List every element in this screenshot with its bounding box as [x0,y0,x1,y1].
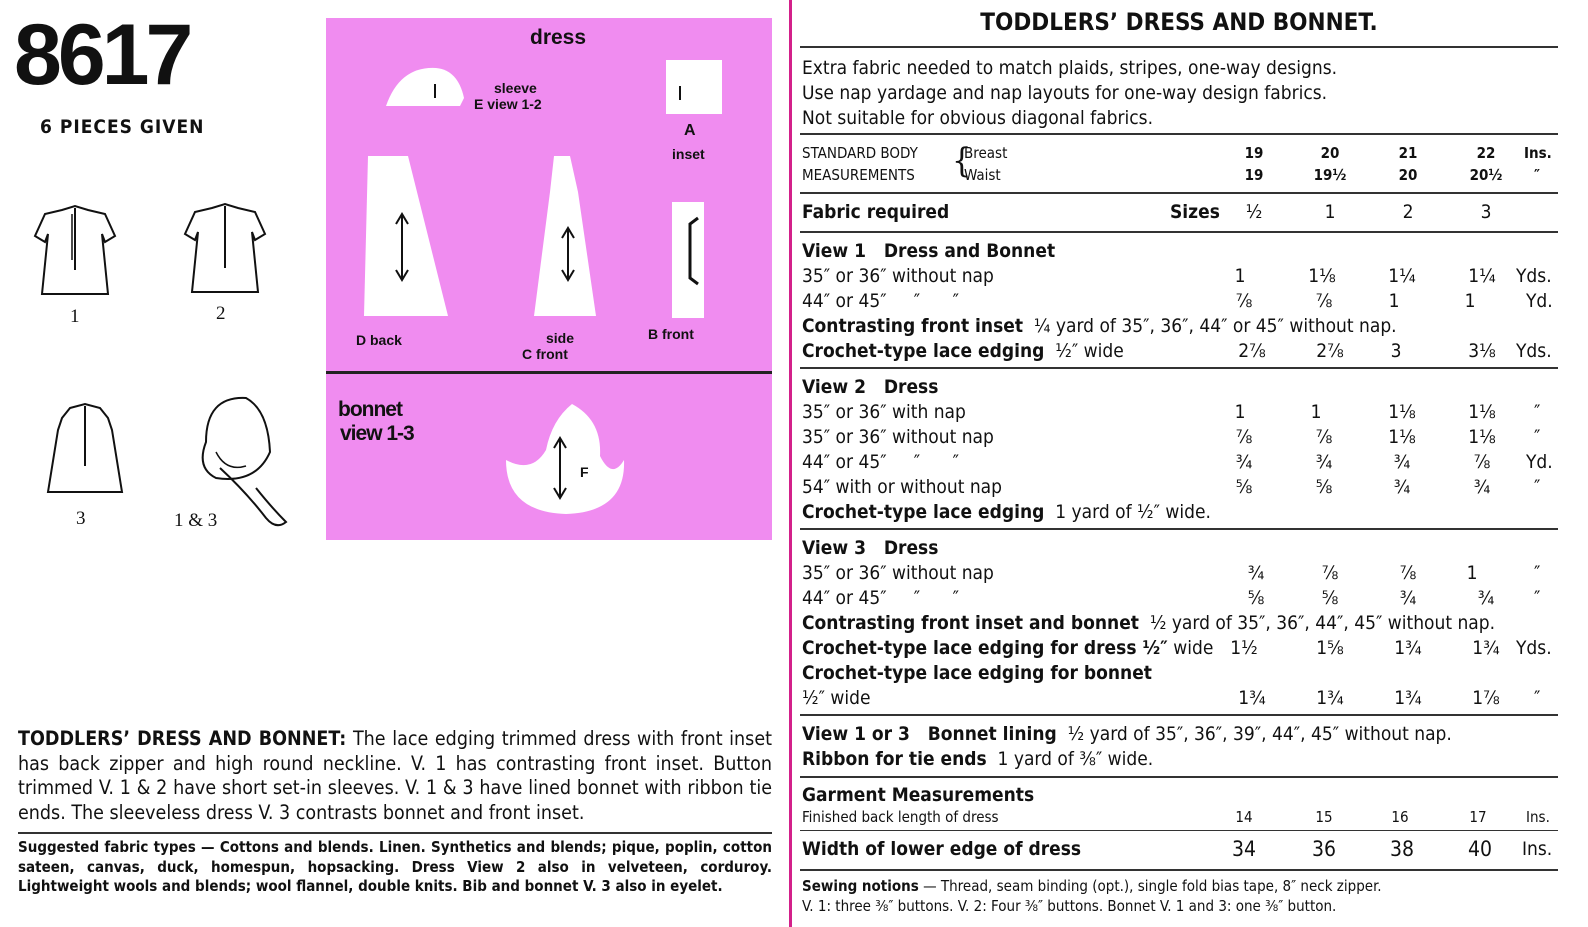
rule-view1 [800,367,1558,369]
bonnet-view-label: view 1-3 [340,422,414,445]
side-label: side [546,330,575,346]
notions-text2: V. 1: three ⅜″ buttons. V. 2: Four ⅜″ buttons. Bonnet V. 1 and 3: one ⅜″ button. [802,897,1337,915]
back-length-1: 14 [1235,808,1253,826]
rule-bonnet [800,776,1558,778]
breast-2: 20 [1320,144,1340,162]
view1-row2-v4: 1 [1464,290,1476,312]
view1-lace-v1: 2⅞ [1238,340,1266,362]
description-text: The lace edging trimmed dress with front inset has back zipper and high round neckline. V. 1 has contrasting front inset. Button trimmed V. 1 & 2 have short set-in sleeves. V. 1 & 3 have lined bonnet with ribbon tie ends. The sleeveless dress V. 3 contrasts bonnet and front inset. [18,727,772,824]
bonnet-piece-letter: F [580,464,589,480]
notions-text1: — Thread, seam binding (opt.), single fold bias tape, 8″ neck zipper. [923,877,1382,895]
bonnet-pieces-title: bonnet [338,398,402,421]
width-3: 38 [1389,837,1415,861]
width-4: 40 [1467,837,1493,861]
body-label-2: MEASUREMENTS [802,166,915,184]
description-rule [18,832,772,834]
view3-inset-label: Contrasting front inset and bonnet [802,612,1139,634]
view3-row1-v4: 1 [1466,562,1478,584]
view3-lace-bonnet-label: Crochet-type lace edging for bonnet [802,662,1152,684]
inset-label: inset [672,146,705,162]
suggested-text: — Cottons and blends. Linen. Synthetics and blends; pique, poplin, cotton sateen, canvas, duck, homespun, hopsacking. Dress View 2 also in velveteen, corduroy. Lightweight wools and blends; wool flannel, double knits. Bib and bonnet V. 3 also in eyelet. [18,838,772,895]
body-label-1: STANDARD BODY [802,144,918,162]
inset-piece [662,56,726,120]
note-3: Not suitable for obvious diagonal fabrics. [802,107,1154,129]
size-3: 2 [1402,201,1414,223]
view3-row2-v4: ¾ [1477,587,1495,609]
view2-row2-unit: ″ [1534,426,1541,448]
view1-row1-v3: 1¼ [1388,265,1416,287]
view2-row1-v4: 1⅛ [1468,401,1496,423]
front-label: B front [648,326,694,342]
view3-row1-v2: ⅞ [1321,562,1339,584]
sizes-label: Sizes [1170,201,1220,223]
view1-inset-label: Contrasting front inset [802,315,1024,337]
view1-lace [802,340,1124,362]
view3-lace-dress-text: wide [1173,637,1214,659]
view1-row2-unit: Yd. [1526,290,1553,312]
view3-lace-dress-label: Crochet-type lace edging for dress ½″ [802,637,1168,659]
view3-row2-label: 44″ or 45″ ″ ″ [802,587,960,609]
view3-lace-bonnet-v4: 1⅞ [1472,687,1500,709]
view1-row1-v4: 1¼ [1468,265,1496,287]
rule-sizes [800,231,1558,233]
note-1: Extra fabric needed to match plaids, stripes, one-way designs. [802,57,1338,79]
width-1: 34 [1231,837,1257,861]
view3-lace-bonnet-v3: 1¾ [1394,687,1422,709]
dress-view1-sketch [30,200,120,300]
view2-lace-label: Crochet-type lace edging [802,501,1045,523]
figure-label-2: 2 [216,303,226,324]
view2-row3-v2: ¾ [1315,451,1333,473]
waist-1: 19 [1244,166,1264,184]
view1-row2-v3: 1 [1388,290,1400,312]
waist-2: 19½ [1313,166,1347,184]
view1-lace-v4: 3⅛ [1468,340,1496,362]
inset-letter: A [684,122,696,139]
figure-label-3: 3 [76,508,86,529]
view2-row4-v4: ¾ [1473,476,1491,498]
body-unit-2: ″ [1534,166,1541,184]
view1-row2-v2: ⅞ [1315,290,1333,312]
size-1: ½ [1245,201,1263,223]
view3-lace-dress [802,637,1213,659]
view3-lace-dress-v2: 1⅝ [1316,637,1344,659]
description-title: TODDLERS’ DRESS AND BONNET: [18,727,347,750]
breast-label: Breast [964,144,1008,162]
waist-3: 20 [1398,166,1418,184]
bonnet-lining-text: ½ yard of 35″, 36″, 39″, 44″, 45″ without nap. [1067,723,1452,745]
pattern-description [18,727,772,825]
brace: { [952,141,972,181]
view2-row2-label: 35″ or 36″ without nap [802,426,994,448]
bonnet-lining [802,723,1452,745]
back-length-4: 17 [1469,808,1487,826]
pattern-pieces-panel [326,18,772,540]
sleeve-label: sleeve [494,80,537,96]
width-unit: Ins. [1522,838,1553,860]
view2-lace-text: 1 yard of ½″ wide. [1055,501,1211,523]
view2-row4-unit: ″ [1534,476,1541,498]
ribbon-label: Ribbon for tie ends [802,748,987,770]
view2-lace [802,501,1211,523]
view3-lace-dress-v3: 1¾ [1394,637,1422,659]
view2-row2-v1: ⅞ [1235,426,1253,448]
front-piece [668,198,708,322]
rule-view2 [800,528,1558,530]
view2-title: View 2 Dress [802,376,939,398]
view2-row4-v1: ⅝ [1235,476,1253,498]
view1-lace-v2: 2⅞ [1316,340,1344,362]
view3-lace-dress-unit: Yds. [1516,637,1552,659]
view3-lace-bonnet-v1: 1¾ [1238,687,1266,709]
view3-row2-v3: ¾ [1399,587,1417,609]
view2-row2-v4: 1⅛ [1468,426,1496,448]
breast-1: 19 [1244,144,1264,162]
view3-row1-v1: ¾ [1247,562,1265,584]
view1-inset-text: ¼ yard of 35″, 36″, 44″ or 45″ without nap. [1033,315,1397,337]
yardage-chart [800,0,1560,927]
view2-row4-v2: ⅝ [1315,476,1333,498]
width-label: Width of lower edge of dress [802,838,1082,860]
ribbon [802,748,1153,770]
back-length-label: Finished back length of dress [802,808,999,826]
notions-title: Sewing notions [802,877,919,895]
note-2: Use nap yardage and nap layouts for one-way design fabrics. [802,82,1328,104]
side-front-label: C front [522,346,568,362]
rule-body [800,192,1558,194]
view2-row4-label: 54″ with or without nap [802,476,1003,498]
chart-title: TODDLERS’ DRESS AND BONNET. [980,8,1378,36]
bonnet-lining-label: View 1 or 3 Bonnet lining [802,723,1057,745]
view2-row3-unit: Yd. [1526,451,1553,473]
envelope-front [0,0,792,927]
fabric-required-label: Fabric required [802,201,950,223]
view2-row1-label: 35″ or 36″ with nap [802,401,966,423]
suggested-fabrics [18,838,772,897]
view3-lace-bonnet-text: ½″ wide [802,687,871,709]
view2-row1-v3: 1⅛ [1388,401,1416,423]
width-2: 36 [1311,837,1337,861]
rule-title [800,46,1558,48]
pattern-number: 8617 [14,7,190,103]
bonnet-piece [502,400,628,518]
view1-row1-v2: 1⅛ [1308,265,1336,287]
view3-row2-v2: ⅝ [1321,587,1339,609]
pieces-divider [326,371,772,374]
figure-label-1-and-3: 1 & 3 [174,510,218,531]
view1-row2-v1: ⅞ [1235,290,1253,312]
view3-row2-unit: ″ [1534,587,1541,609]
view2-row2-v3: 1⅛ [1388,426,1416,448]
view3-title: View 3 Dress [802,537,939,559]
view3-lace-dress-v1: 1½ [1230,637,1258,659]
view3-row1-label: 35″ or 36″ without nap [802,562,994,584]
view3-row2-v1: ⅝ [1247,587,1265,609]
breast-3: 21 [1398,144,1418,162]
size-2: 1 [1324,201,1336,223]
view1-lace-label: Crochet-type lace edging [802,340,1045,362]
pieces-given: 6 PIECES GIVEN [40,116,205,138]
view2-row1-unit: ″ [1534,401,1541,423]
view1-row2-label: 44″ or 45″ ″ ″ [802,290,960,312]
waist-label: Waist [964,166,1001,184]
dress-view3-sketch [40,400,130,500]
back-length-3: 16 [1391,808,1409,826]
view2-row3-label: 44″ or 45″ ″ ″ [802,451,960,473]
rule-notes [800,133,1558,135]
view1-title: View 1 Dress and Bonnet [802,240,1056,262]
back-piece [362,152,454,322]
sleeve-view-label: E view 1-2 [474,96,542,112]
view1-row1-unit: Yds. [1516,265,1552,287]
rule-view3 [800,714,1558,716]
sleeve-piece [380,62,470,114]
rule-back-length [800,830,1558,831]
view1-inset [802,315,1397,337]
view3-lace-bonnet-v2: 1¾ [1316,687,1344,709]
view1-row1-v1: 1 [1234,265,1246,287]
view2-row1-v1: 1 [1234,401,1246,423]
ribbon-text: 1 yard of ⅜″ wide. [997,748,1154,770]
side-front-piece [530,152,600,322]
view3-lace-dress-v4: 1¾ [1472,637,1500,659]
view2-row3-v4: ⅞ [1473,451,1491,473]
figure-label-1: 1 [70,306,80,327]
waist-4: 20½ [1469,166,1503,184]
view2-row2-v2: ⅞ [1315,426,1333,448]
breast-4: 22 [1476,144,1496,162]
back-length-2: 15 [1315,808,1333,826]
view1-lace-unit: Yds. [1516,340,1552,362]
rule-garment [800,869,1558,871]
garment-title: Garment Measurements [802,784,1035,806]
back-label: D back [356,332,402,348]
view3-row1-v3: ⅞ [1399,562,1417,584]
view1-row1-label: 35″ or 36″ without nap [802,265,994,287]
view3-row1-unit: ″ [1534,562,1541,584]
view2-row1-v2: 1 [1310,401,1322,423]
view3-lace-bonnet-unit: ″ [1534,687,1541,709]
center-divider [789,0,792,927]
view2-row4-v3: ¾ [1393,476,1411,498]
view1-lace-text: ½″ wide [1055,340,1124,362]
view2-row3-v1: ¾ [1235,451,1253,473]
notions-line1 [802,877,1382,895]
back-length-unit: Ins. [1526,808,1550,826]
view3-inset [802,612,1495,634]
size-4: 3 [1480,201,1492,223]
view1-lace-v3: 3 [1390,340,1402,362]
view2-row3-v3: ¾ [1393,451,1411,473]
dress-view2-sketch [180,198,270,298]
suggested-title: Suggested fabric types [18,838,196,856]
view3-inset-text: ½ yard of 35″, 36″, 44″, 45″ without nap. [1149,612,1496,634]
body-unit-1: Ins. [1524,144,1552,162]
dress-pieces-title: dress [530,26,587,49]
